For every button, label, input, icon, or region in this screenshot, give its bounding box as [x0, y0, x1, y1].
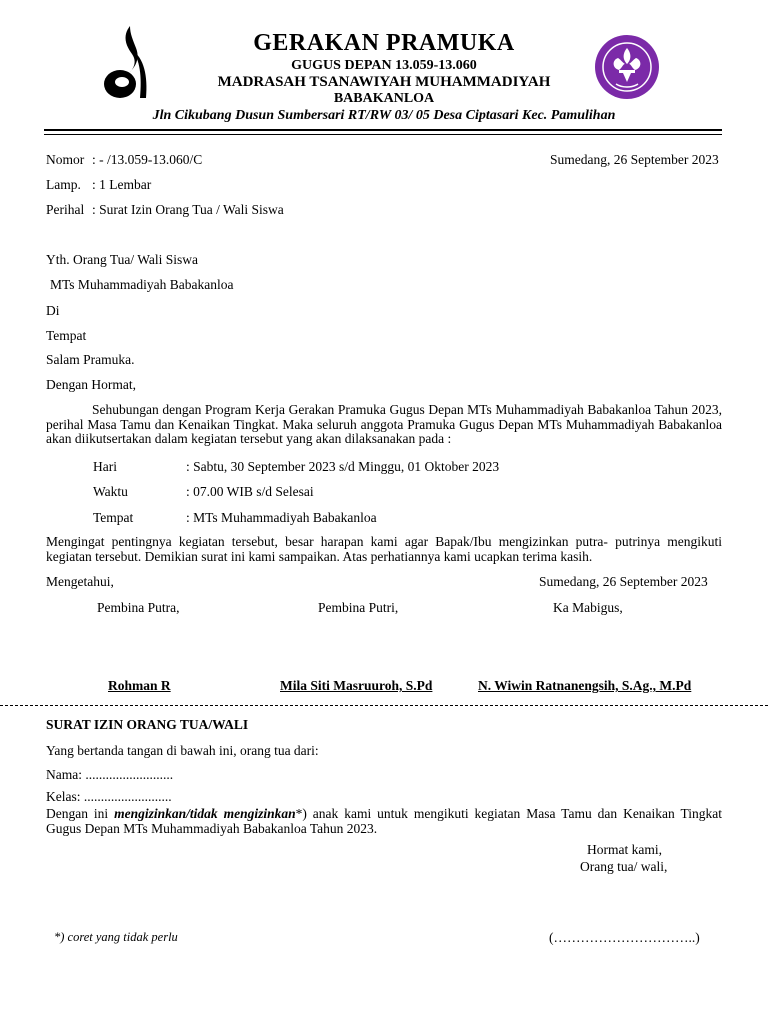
recipient-line: Yth. Orang Tua/ Wali Siswa: [46, 252, 199, 267]
detail-label: Waktu: [93, 484, 128, 499]
greeting: Salam Pramuka.: [46, 352, 135, 367]
school-name: MADRASAH TSANAWIYAH MUHAMMADIYAH: [217, 74, 551, 90]
header-rule-thick: [44, 129, 722, 131]
school-address: Jln Cikubang Dusun Sumbersari RT/RW 03/ 05 Desa Ciptasari Kec. Pamulihan: [152, 108, 616, 123]
detail-value: : 07.00 WIB s/d Selesai: [186, 484, 314, 499]
closing-line: Hormat kami,: [587, 842, 662, 857]
signer-role: Pembina Putri,: [318, 600, 399, 615]
slip-text-pre: Dengan ini: [46, 806, 115, 821]
signer-role: Pembina Putra,: [97, 600, 180, 615]
lamp-value: : 1 Lembar: [92, 177, 152, 192]
slip-title: SURAT IZIN ORANG TUA/WALI: [46, 717, 249, 732]
signer-name: Mila Siti Masruuroh, S.Pd: [280, 678, 433, 693]
header-rule-thin: [44, 134, 722, 135]
mengetahui: Mengetahui,: [46, 574, 114, 589]
signer-name: Rohman R: [108, 678, 171, 693]
recipient-line: Tempat: [46, 328, 87, 343]
slip-intro: Yang bertanda tangan di bawah ini, orang tua dari:: [46, 743, 319, 758]
slip-choice: mengizinkan/tidak mengizinkan: [114, 806, 296, 821]
nomor-label: Nomor: [46, 152, 85, 167]
footnote: *) coret yang tidak perlu: [54, 930, 178, 944]
opening: Dengan Hormat,: [46, 377, 136, 392]
gugus-depan: GUGUS DEPAN 13.059-13.060: [291, 58, 477, 73]
nama-field: Nama: ..........................: [46, 767, 174, 782]
org-title: GERAKAN PRAMUKA: [253, 30, 515, 56]
kelas-field: Kelas: ..........................: [46, 789, 172, 804]
signer-role: Ka Mabigus,: [553, 600, 623, 615]
letter-date: Sumedang, 26 September 2023: [550, 152, 719, 167]
slip-paragraph: [46, 807, 722, 836]
detail-label: Tempat: [93, 510, 134, 525]
detail-value: : MTs Muhammadiyah Babakanloa: [186, 510, 377, 525]
closing-line: Orang tua/ wali,: [580, 859, 668, 874]
lamp-label: Lamp.: [46, 177, 81, 192]
recipient-line: Di: [46, 303, 60, 318]
nomor-value: : - /13.059-13.060/C: [92, 152, 203, 167]
recipient-line: MTs Muhammadiyah Babakanloa: [50, 277, 234, 292]
slip-text-post: *) anak kami untuk mengikuti kegiatan Masa Tamu dan Kenaikan Tingkat Gugus Depan MTs Muhammadiyah Babakanloa Tahun 2023.: [46, 806, 723, 836]
school-place: BABAKANLOA: [333, 91, 435, 106]
detail-value: : Sabtu, 30 September 2023 s/d Minggu, 01 Oktober 2023: [186, 459, 500, 474]
detail-label: Hari: [93, 459, 117, 474]
parent-signature-line: (…………………………..): [549, 930, 700, 945]
perihal-value: : Surat Izin Orang Tua / Wali Siswa: [92, 202, 284, 217]
body-paragraph: Mengingat pentingnya kegiatan tersebut, besar harapan kami agar Bapak/Ibu mengizinkan putra- putrinya mengikuti kegiatan tersebut. Demikian surat ini kami sampaikan. Atas perhatiannya kami ucapkan terima kasih.: [46, 534, 722, 564]
cut-line: [0, 705, 768, 706]
signature-date: Sumedang, 26 September 2023: [539, 574, 708, 589]
perihal-label: Perihal: [46, 202, 85, 217]
body-paragraph: Sehubungan dengan Program Kerja Gerakan Pramuka Gugus Depan MTs Muhammadiyah Babakanloa Tahun 2023, perihal Masa Tamu dan Kenaikan Tingkat. Maka seluruh anggota Pramuka Gugus Depan MTs Muhammadiyah Babakanloa akan diikutsertakan dalam kegiatan tersebut yang akan dilaksanakan pada :: [46, 402, 722, 446]
signer-name: N. Wiwin Ratnanengsih, S.Ag., M.Pd: [478, 678, 692, 693]
